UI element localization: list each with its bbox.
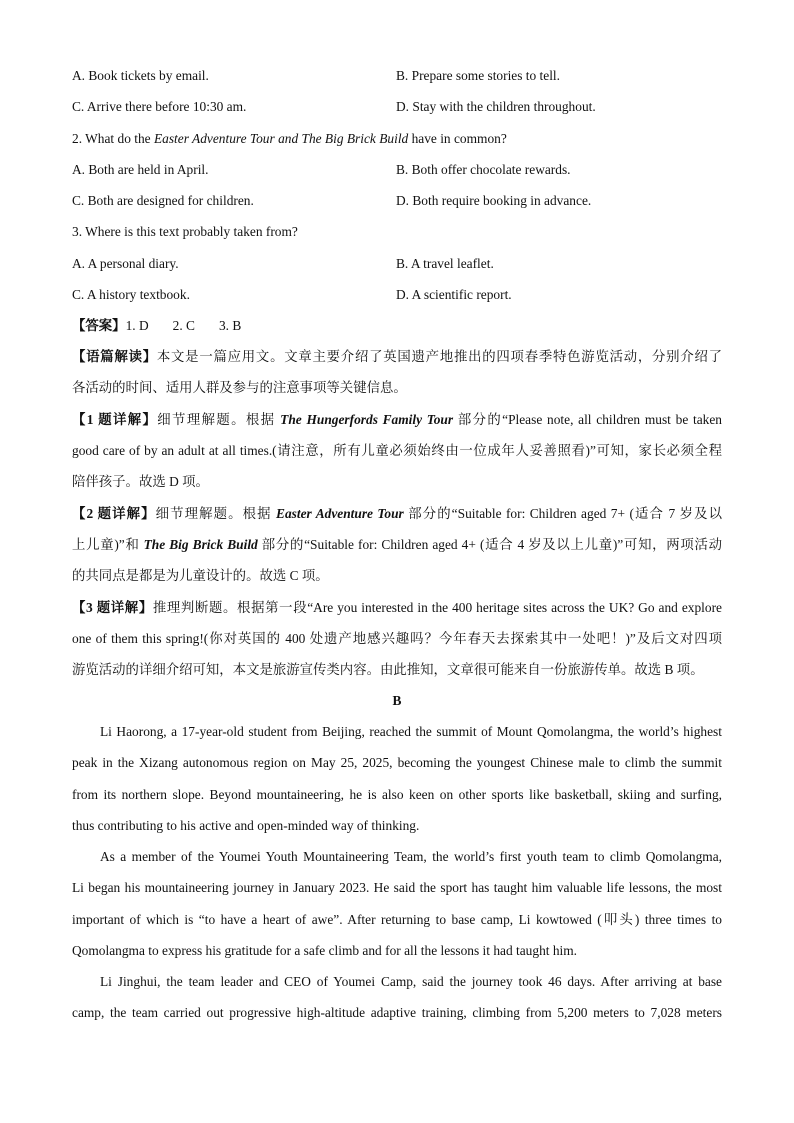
detail3-line2: one of them this spring!(你对英国的 400 处遗产地感兴趣吗？今年春天去探索其中一处吧！)”及后文对四项 [72, 631, 722, 646]
q3-stem: 3. Where is this text probably taken from? [72, 224, 298, 239]
para1-line2: peak in the Xizang autonomous region on May 25, 2025, becoming the youngest Chinese male to climb the summit [72, 755, 722, 770]
para1-line1: Li Haorong, a 17-year-old student from Beijing, reached the summit of Mount Qomolangma, the world’s highest [100, 724, 722, 739]
para1-line3: from its northern slope. Beyond mountaineering, he is also keen on other sports like basketball, skiing and surfing, [72, 787, 722, 802]
q1-option-c: C. Arrive there before 10:30 am. [72, 99, 247, 114]
detail1-line1: 【1 题详解】细节理解题。根据 The Hungerfords Family Tour 部分的“Please note, all children must be taken [72, 412, 722, 427]
detail2-line3: 的共同点是都是为儿童设计的。故选 C 项。 [72, 568, 329, 583]
para2-line4: Qomolangma to express his gratitude for a safe climb and for all the lessons it had taught him. [72, 943, 578, 958]
q3-option-a: A. A personal diary. [72, 256, 179, 271]
detail2-line1: 【2 题详解】细节理解题。根据 Easter Adventure Tour 部分的“Suitable for: Children aged 7+ (适合 7 岁及以 [72, 506, 723, 521]
passage-intro-line2: 各活动的时间、适用人群及参与的注意事项等关键信息。 [72, 380, 407, 395]
detail3-line1: 【3 题详解】推理判断题。根据第一段“Are you interested in the 400 heritage sites across the UK? Go and explore [72, 600, 723, 615]
para2-line1: As a member of the Youmei Youth Mountaineering Team, the world’s first youth team to climb Qomolangma, [100, 849, 722, 864]
detail2-line2: 上儿童)”和 The Big Brick Build 部分的“Suitable for: Children aged 4+ (适合 4 岁及以上儿童)”可知，两项活动 [72, 537, 722, 552]
passage-intro-line1: 【语篇解读】本文是一篇应用文。文章主要介绍了英国遗产地推出的四项春季特色游览活动，分别介绍了 [72, 349, 723, 364]
q1-option-b: B. Prepare some stories to tell. [396, 68, 561, 83]
section-heading-b: B [392, 693, 402, 708]
q3-option-d: D. A scientific report. [396, 287, 512, 302]
q2-option-d: D. Both require booking in advance. [396, 193, 592, 208]
q1-option-a: A. Book tickets by email. [72, 68, 209, 83]
para2-line3: important of which is “to have a heart of awe”. After returning to base camp, Li kowtowed (叩头) three times to [72, 912, 722, 927]
q3-option-c: C. A history textbook. [72, 287, 190, 302]
q2-stem: 2. What do the Easter Adventure Tour and The Big Brick Build have in common? [72, 131, 507, 146]
detail1-line2: good care of by an adult at all times.(请注意，所有儿童必须始终由一位成年人妥善照看)”可知，家长必须全程 [72, 443, 722, 458]
detail3-line3: 游览活动的详细介绍可知，本文是旅游宣传类内容。由此推知，文章很可能来自一份旅游传单。故选 B 项。 [72, 662, 704, 677]
q1-option-d: D. Stay with the children throughout. [396, 99, 596, 114]
q3-option-b: B. A travel leaflet. [396, 256, 494, 271]
q2-option-b: B. Both offer chocolate rewards. [396, 162, 571, 177]
para2-line2: Li began his mountaineering journey in January 2023. He said the sport has taught him valuable life lessons, the most [72, 880, 722, 895]
para1-line4: thus contributing to his active and open-minded way of thinking. [72, 818, 420, 833]
answer-line: 【答案】1. D 2. C 3. B [72, 318, 242, 333]
para3-line1: Li Jinghui, the team leader and CEO of Youmei Camp, said the journey took 46 days. After arriving at base [100, 974, 722, 989]
q2-option-a: A. Both are held in April. [72, 162, 209, 177]
q2-option-c: C. Both are designed for children. [72, 193, 254, 208]
detail1-line3: 陪伴孩子。故选 D 项。 [72, 474, 209, 489]
para3-line2: camp, the team carried out progressive high-altitude adaptive training, climbing from 5,200 meters to 7,028 meters [72, 1005, 722, 1020]
